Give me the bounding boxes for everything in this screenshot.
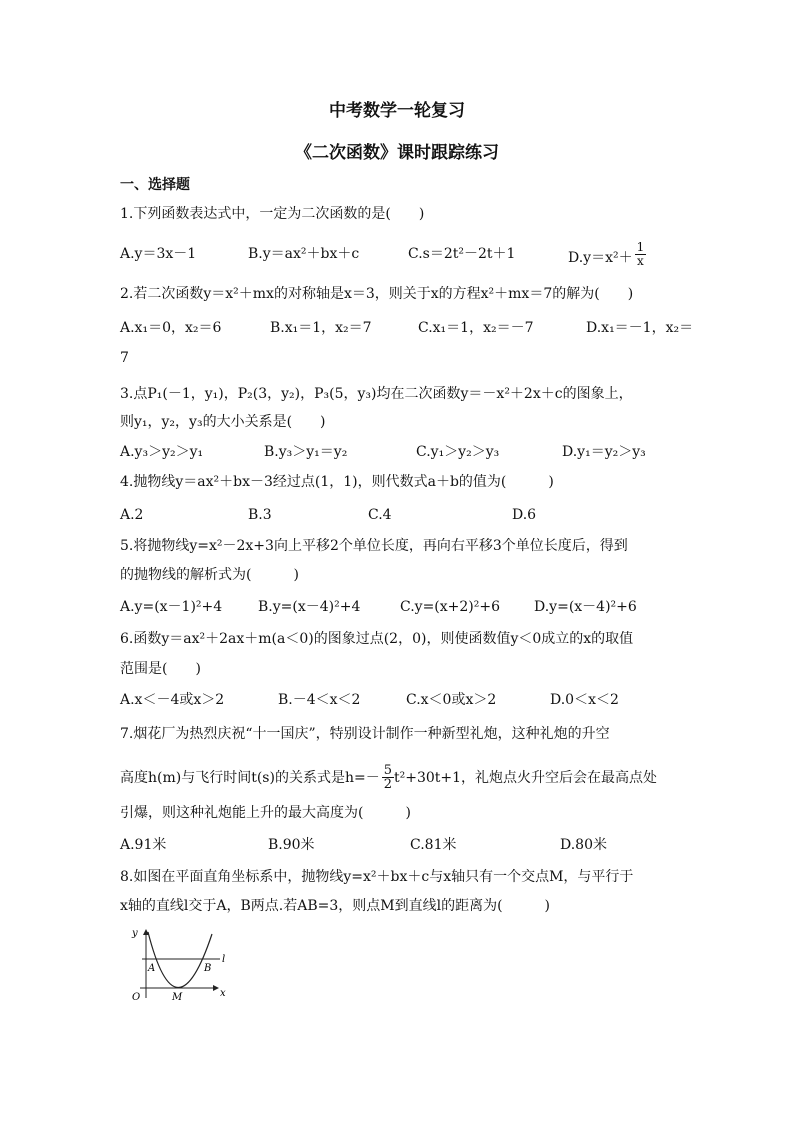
option-c: C.s＝2t²－2t＋1 (408, 246, 516, 262)
question-8-stem-line-2: x轴的直线l交于A，B两点.若AB=3，则点M到直线l的距离为( ) (120, 898, 550, 914)
option-a: A.x＜－4或x＞2 (120, 692, 225, 708)
question-6-stem-line-1: 6.函数y＝ax²＋2ax＋m(a＜0)的图象过点(2，0)，则使函数值y＜0成立的x的取值 (120, 631, 634, 647)
option-b: B.y＝ax²＋bx＋c (248, 246, 360, 262)
question-1-stem: 1.下列函数表达式中，一定为二次函数的是( ) (120, 206, 425, 222)
option-a: A.y₃＞y₂＞y₁ (120, 444, 204, 460)
question-3-options (120, 442, 646, 462)
option-b: B.y₃＞y₁＝y₂ (264, 444, 348, 460)
point-a-label: A (148, 963, 156, 974)
question-1-options (120, 240, 646, 271)
document-subtitle: 《二次函数》课时跟踪练习 (295, 143, 499, 163)
y-axis-label: y (132, 928, 138, 939)
question-3-stem-line-1: 3.点P₁(－1，y₁)，P₂(3，y₂)，P₃(5，y₃)均在二次函数y＝－x²＋2x＋c的图象上， (120, 386, 633, 402)
question-2-stem: 2.若二次函数y＝x²＋mx的对称轴是x＝3，则关于x的方程x²＋mx＝7的解为( ) (120, 286, 634, 302)
point-m-label: M (172, 992, 183, 1003)
option-c: C.y₁＞y₂＞y₃ (416, 444, 500, 460)
option-a: A.x₁＝0，x₂＝6 (120, 320, 222, 336)
question-4-options (120, 505, 536, 525)
line-l-label: l (222, 954, 226, 965)
parabola-curve (148, 932, 212, 988)
option-d: D.y＝x²＋ $\frac{1}{x}$ (568, 240, 645, 268)
document-title: 中考数学一轮复习 (329, 101, 465, 121)
option-d: D.x₁＝－1，x₂＝ (586, 320, 694, 336)
question-2-options (120, 318, 693, 338)
option-d: D.y=(x－4)²+6 (534, 599, 637, 615)
question-5-stem-line-1: 5.将抛物线y=x²－2x+3向上平移2个单位长度，再向右平移3个单位长度后，得到 (120, 538, 628, 554)
option-c: C.4 (368, 507, 392, 523)
question-6-options (120, 690, 619, 710)
option-c: C.x＜0或x＞2 (406, 692, 497, 708)
question-4-stem: 4.抛物线y＝ax²＋bx－3经过点(1，1)，则代数式a＋b的值为( ) (120, 474, 554, 490)
question-5-stem-line-2: 的抛物线的解析式为( ) (120, 567, 299, 583)
option-d: D.6 (512, 507, 537, 523)
fraction-denominator: x (637, 254, 644, 268)
fraction-denominator: 2 (383, 777, 392, 792)
option-c: C.81米 (410, 837, 457, 853)
question-7-stem-line-2: 高度h(m)与飞行时间t(s)的关系式是h=－ $\frac{5}{2}$ t²+30t+1，礼炮点火升空后会在最高点处 (120, 763, 658, 792)
origin-label: O (132, 992, 141, 1003)
option-c: C.x₁＝1，x₂＝－7 (418, 320, 534, 336)
question-7-stem-line-3: 引爆，则这种礼炮能上升的最大高度为( ) (120, 805, 411, 821)
question-8-stem-line-1: 8.如图在平面直角坐标系中，抛物线y=x²＋bx＋c与x轴只有一个交点M，与平行于 (120, 869, 634, 885)
option-d: D.0＜x＜2 (550, 692, 619, 708)
option-c: C.y=(x+2)²+6 (400, 599, 501, 615)
question-3-stem-line-2: 则y₁，y₂，y₃的大小关系是( ) (120, 414, 326, 430)
x-axis-label: x (220, 988, 226, 999)
question-5-options (120, 597, 637, 617)
parabola-figure (124, 922, 234, 1004)
question-7-options (120, 835, 607, 855)
question-6-stem-line-2: 范围是( ) (120, 661, 201, 677)
option-b: B.90米 (268, 837, 315, 853)
option-a: A.2 (120, 507, 144, 523)
option-a: A.y=(x－1)²+4 (120, 599, 223, 615)
option-b: B.－4＜x＜2 (278, 692, 361, 708)
option-d: D.y₁＝y₂＞y₃ (562, 444, 646, 460)
fraction-numerator: 1 (636, 240, 645, 254)
option-b: B.3 (248, 507, 272, 523)
option-b: B.y=(x－4)²+4 (258, 599, 361, 615)
question-2-option-d-continued: 7 (120, 350, 129, 366)
option-a: A.91米 (120, 837, 167, 853)
question-7-stem-line-1: 7.烟花厂为热烈庆祝“十一国庆”，特别设计制作一种新型礼炮，这种礼炮的升空 (120, 726, 610, 742)
fraction-numerator: 5 (383, 763, 392, 778)
option-d: D.80米 (560, 837, 607, 853)
option-b: B.x₁＝1，x₂＝7 (270, 320, 372, 336)
point-b-label: B (204, 963, 212, 974)
option-a: A.y＝3x－1 (120, 246, 197, 262)
section-heading: 一、选择题 (120, 177, 190, 193)
